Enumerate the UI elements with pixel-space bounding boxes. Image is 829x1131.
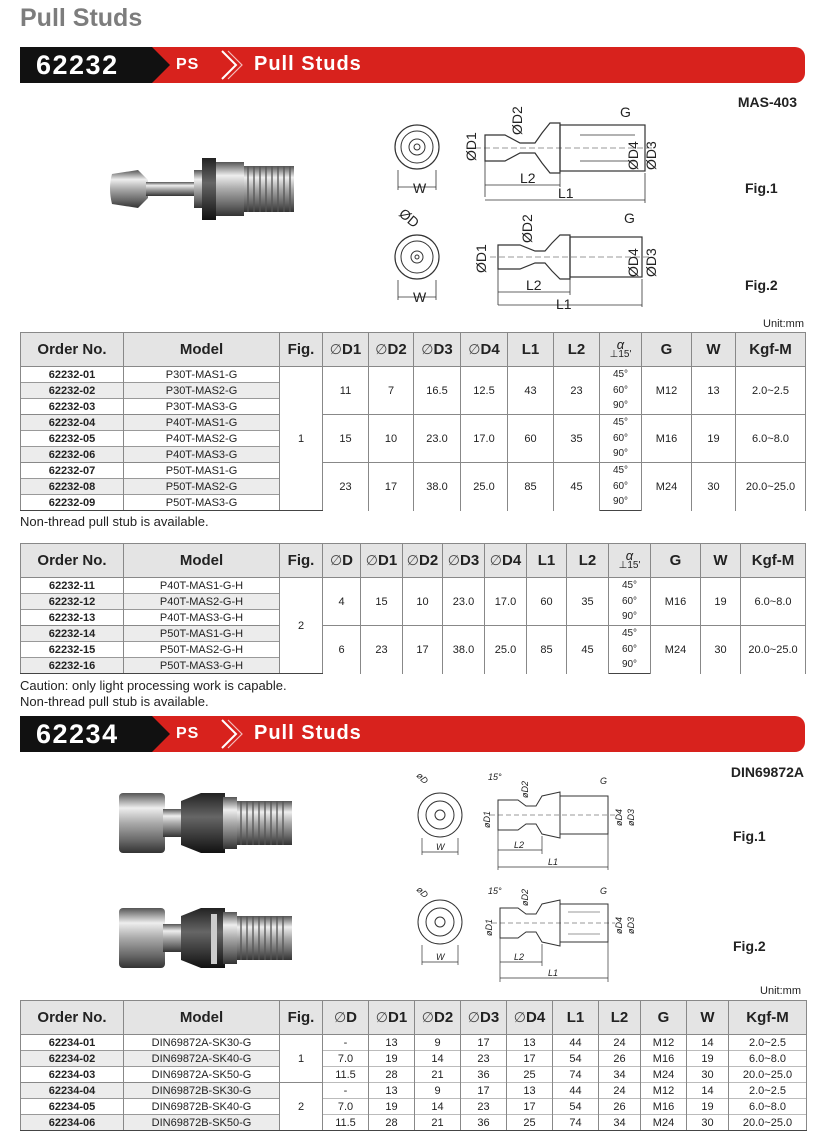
col-d2: ∅D2: [369, 333, 414, 367]
kgf-cell: 6.0~8.0: [741, 578, 806, 626]
l2-cell: 23: [554, 367, 600, 415]
model-cell: P40T-MAS3-G: [124, 447, 280, 463]
pull-stud-photo: [115, 900, 295, 975]
fig2-label: Fig.2: [733, 938, 766, 954]
d-cell: 11.5: [323, 1067, 369, 1083]
kgf-cell: 20.0~25.0: [736, 463, 806, 511]
l2-cell: 35: [554, 415, 600, 463]
d1-cell: 28: [369, 1115, 415, 1131]
col-d4: ∅D4: [485, 544, 527, 578]
col-d1: ∅D1: [369, 1001, 415, 1035]
standard-label: MAS-403: [737, 94, 797, 110]
kgf-cell: 20.0~25.0: [729, 1115, 807, 1131]
l2-cell: 45: [554, 463, 600, 511]
model-cell: P30T-MAS3-G: [124, 399, 280, 415]
svg-text:øD2: øD2: [520, 780, 530, 798]
col-l2: L2: [599, 1001, 641, 1035]
note: Non-thread pull stub is available.: [20, 514, 209, 529]
model-cell: DIN69872B-SK30-G: [124, 1083, 280, 1099]
table-row: [21, 1083, 807, 1099]
d2-cell: 9: [415, 1035, 461, 1051]
d4-cell: 12.5: [461, 367, 508, 415]
model-cell: P40T-MAS1-G-H: [124, 578, 280, 594]
g-cell: M16: [651, 578, 701, 626]
model-cell: P50T-MAS1-G-H: [124, 626, 280, 642]
l1-cell: 85: [508, 463, 554, 511]
g-cell: M12: [641, 1083, 687, 1099]
w-cell: 30: [692, 463, 736, 511]
technical-drawing: [400, 770, 645, 985]
kgf-cell: 20.0~25.0: [741, 626, 806, 674]
l2-cell: 35: [567, 578, 609, 626]
w-cell: 14: [687, 1035, 729, 1051]
col-kgf: Kgf-M: [729, 1001, 807, 1035]
l1-cell: 44: [553, 1035, 599, 1051]
col-model: Model: [124, 544, 280, 578]
col-l1: L1: [527, 544, 567, 578]
col-d: ∅D: [323, 1001, 369, 1035]
g-cell: M24: [651, 626, 701, 674]
model-cell: P40T-MAS2-G-H: [124, 594, 280, 610]
col-w: W: [687, 1001, 729, 1035]
d-cell: -: [323, 1035, 369, 1051]
order-no-cell: 62232-14: [21, 626, 124, 642]
spec-table-1: [20, 332, 806, 511]
d3-cell: 17: [461, 1035, 507, 1051]
d4-cell: 25.0: [485, 626, 527, 674]
pull-stud-photo: [115, 785, 295, 860]
angle-cell: 45°: [600, 463, 642, 479]
fig-cell: 1: [280, 367, 323, 511]
note: Non-thread pull stub is available.: [20, 694, 209, 709]
model-cell: P40T-MAS3-G-H: [124, 610, 280, 626]
l2-cell: 24: [599, 1035, 641, 1051]
spec-table-3: [20, 1000, 807, 1131]
model-cell: P30T-MAS2-G: [124, 383, 280, 399]
chevron-right-icon: [218, 718, 244, 750]
d3-cell: 36: [461, 1067, 507, 1083]
svg-text:øD4: øD4: [614, 808, 624, 826]
d3-cell: 23.0: [414, 415, 461, 463]
d2-cell: 9: [415, 1083, 461, 1099]
col-fig: Fig.: [280, 1001, 323, 1035]
col-d2: ∅D2: [403, 544, 443, 578]
w-cell: 30: [701, 626, 741, 674]
d2-cell: 10: [403, 578, 443, 626]
unit-label: Unit:mm: [763, 318, 804, 330]
d1-cell: 23: [361, 626, 403, 674]
l1-cell: 85: [527, 626, 567, 674]
l1-cell: 74: [553, 1067, 599, 1083]
col-d1: ∅D1: [323, 333, 369, 367]
svg-text:ØD2: ØD2: [509, 106, 525, 135]
svg-text:W: W: [436, 842, 445, 852]
section-name: Pull Studs: [254, 53, 362, 75]
w-cell: 14: [687, 1083, 729, 1099]
section-banner-62232: [20, 47, 805, 83]
d-cell: 7.0: [323, 1099, 369, 1115]
col-l1: L1: [553, 1001, 599, 1035]
d1-cell: 13: [369, 1083, 415, 1099]
d3-cell: 23.0: [443, 578, 485, 626]
w-cell: 19: [692, 415, 736, 463]
kgf-cell: 2.0~2.5: [729, 1035, 807, 1051]
col-l2: L2: [554, 333, 600, 367]
d3-cell: 16.5: [414, 367, 461, 415]
col-d3: ∅D3: [443, 544, 485, 578]
w-cell: 19: [687, 1099, 729, 1115]
angle-cell: 60°: [600, 383, 642, 399]
product-code: 62232: [36, 50, 119, 80]
d2-cell: 21: [415, 1115, 461, 1131]
l1-cell: 60: [508, 415, 554, 463]
order-no-cell: 62232-11: [21, 578, 124, 594]
page-title: Pull Studs: [20, 4, 143, 32]
order-no-cell: 62232-09: [21, 495, 124, 511]
fig2-label: Fig.2: [745, 277, 778, 293]
d2-cell: 14: [415, 1051, 461, 1067]
svg-text:ØD3: ØD3: [643, 141, 659, 170]
svg-text:øD4: øD4: [614, 916, 624, 934]
order-no-cell: 62234-03: [21, 1067, 124, 1083]
model-cell: DIN69872A-SK30-G: [124, 1035, 280, 1051]
d2-cell: 10: [369, 415, 414, 463]
col-d3: ∅D3: [461, 1001, 507, 1035]
svg-text:L1: L1: [548, 857, 559, 867]
order-no-cell: 62232-03: [21, 399, 124, 415]
unit-label: Unit:mm: [760, 985, 801, 997]
d1-cell: 19: [369, 1099, 415, 1115]
angle-cell: 45°: [600, 367, 642, 383]
col-l2: L2: [567, 544, 609, 578]
l2-cell: 24: [599, 1083, 641, 1099]
angle-cell: 45°: [609, 626, 651, 642]
order-no-cell: 62232-08: [21, 479, 124, 495]
kgf-cell: 6.0~8.0: [729, 1051, 807, 1067]
order-no-cell: 62234-02: [21, 1051, 124, 1067]
col-fig: Fig.: [280, 544, 323, 578]
w-cell: 19: [687, 1051, 729, 1067]
model-cell: P50T-MAS1-G: [124, 463, 280, 479]
col-kgf: Kgf-M: [736, 333, 806, 367]
col-alpha: α ⊥15': [609, 544, 651, 578]
model-cell: P40T-MAS1-G: [124, 415, 280, 431]
table-row: [21, 463, 806, 479]
svg-text:ØD4: ØD4: [625, 141, 641, 170]
d1-cell: 15: [361, 578, 403, 626]
d-cell: 11.5: [323, 1115, 369, 1131]
model-cell: P50T-MAS3-G: [124, 495, 280, 511]
table-row: [21, 578, 806, 594]
svg-text:15°: 15°: [488, 886, 502, 896]
svg-text:ØD4: ØD4: [625, 248, 641, 277]
table-row: [21, 1099, 807, 1115]
w-cell: 30: [687, 1115, 729, 1131]
d4-cell: 25: [507, 1067, 553, 1083]
col-order: Order No.: [21, 544, 124, 578]
g-cell: M16: [642, 415, 692, 463]
g-cell: M24: [641, 1115, 687, 1131]
order-no-cell: 62234-05: [21, 1099, 124, 1115]
svg-text:W: W: [413, 289, 427, 305]
order-no-cell: 62234-06: [21, 1115, 124, 1131]
angle-cell: 90°: [600, 399, 642, 415]
svg-text:ØD3: ØD3: [643, 248, 659, 277]
d3-cell: 17: [461, 1083, 507, 1099]
d2-cell: 17: [369, 463, 414, 511]
kgf-cell: 2.0~2.5: [729, 1083, 807, 1099]
svg-text:G: G: [600, 776, 608, 786]
d4-cell: 25.0: [461, 463, 508, 511]
l1-cell: 54: [553, 1099, 599, 1115]
angle-cell: 60°: [600, 431, 642, 447]
fig-cell: 2: [280, 578, 323, 674]
l1-cell: 74: [553, 1115, 599, 1131]
kgf-cell: 6.0~8.0: [736, 415, 806, 463]
order-no-cell: 62232-07: [21, 463, 124, 479]
order-no-cell: 62232-15: [21, 642, 124, 658]
g-cell: M24: [641, 1067, 687, 1083]
w-cell: 13: [692, 367, 736, 415]
order-no-cell: 62232-02: [21, 383, 124, 399]
d2-cell: 7: [369, 367, 414, 415]
model-cell: DIN69872A-SK50-G: [124, 1067, 280, 1083]
svg-text:W: W: [436, 952, 445, 962]
col-d2: ∅D2: [415, 1001, 461, 1035]
table-row: [21, 1035, 807, 1051]
col-alpha: α ⊥15': [600, 333, 642, 367]
d4-cell: 13: [507, 1035, 553, 1051]
g-cell: M12: [642, 367, 692, 415]
col-l1: L1: [508, 333, 554, 367]
col-d1: ∅D1: [361, 544, 403, 578]
svg-text:øD1: øD1: [484, 918, 494, 936]
l2-cell: 34: [599, 1115, 641, 1131]
model-cell: DIN69872A-SK40-G: [124, 1051, 280, 1067]
l1-cell: 44: [553, 1083, 599, 1099]
angle-cell: 90°: [600, 447, 642, 463]
col-order: Order No.: [21, 1001, 124, 1035]
angle-cell: 45°: [600, 415, 642, 431]
caution-note: Caution: only light processing work is capable.: [20, 678, 287, 693]
section-name: Pull Studs: [254, 722, 362, 744]
l2-cell: 26: [599, 1051, 641, 1067]
technical-drawing: [380, 95, 680, 310]
w-label: W: [413, 180, 427, 196]
d4-cell: 25: [507, 1115, 553, 1131]
fig-cell: 1: [280, 1035, 323, 1083]
section-banner-62234: [20, 716, 805, 752]
svg-text:ØD1: ØD1: [473, 244, 489, 273]
d-cell: -: [323, 1083, 369, 1099]
model-cell: DIN69872B-SK40-G: [124, 1099, 280, 1115]
w-cell: 30: [687, 1067, 729, 1083]
model-cell: P50T-MAS2-G-H: [124, 642, 280, 658]
d1-cell: 11: [323, 367, 369, 415]
order-no-cell: 62232-01: [21, 367, 124, 383]
svg-text:L1: L1: [556, 296, 572, 310]
svg-text:L2: L2: [526, 277, 542, 293]
col-d4: ∅D4: [461, 333, 508, 367]
angle-cell: 90°: [609, 658, 651, 674]
l2-cell: 45: [567, 626, 609, 674]
svg-text:øD2: øD2: [520, 888, 530, 906]
svg-text:øD: øD: [414, 770, 431, 786]
d4-cell: 13: [507, 1083, 553, 1099]
product-prefix: PS: [176, 725, 200, 742]
spec-table-2: [20, 543, 806, 674]
kgf-cell: 6.0~8.0: [729, 1099, 807, 1115]
l1-cell: 54: [553, 1051, 599, 1067]
model-cell: P50T-MAS2-G: [124, 479, 280, 495]
angle-cell: 60°: [609, 642, 651, 658]
order-no-cell: 62232-13: [21, 610, 124, 626]
svg-text:G: G: [600, 886, 608, 896]
d1-cell: 15: [323, 415, 369, 463]
l2-cell: 34: [599, 1067, 641, 1083]
order-no-cell: 62234-04: [21, 1083, 124, 1099]
d1-cell: 23: [323, 463, 369, 511]
col-fig: Fig.: [280, 333, 323, 367]
fig-cell: 2: [280, 1083, 323, 1131]
d1-cell: 19: [369, 1051, 415, 1067]
svg-text:øD: øD: [414, 884, 431, 900]
col-g: G: [642, 333, 692, 367]
svg-text:L1: L1: [558, 185, 574, 201]
col-w: W: [701, 544, 741, 578]
d1-cell: 13: [369, 1035, 415, 1051]
model-cell: DIN69872B-SK50-G: [124, 1115, 280, 1131]
d4-cell: 17.0: [461, 415, 508, 463]
col-order: Order No.: [21, 333, 124, 367]
svg-text:øD3: øD3: [626, 916, 636, 934]
d-cell: 4: [323, 578, 361, 626]
fig1-label: Fig.1: [745, 180, 778, 196]
d4-cell: 17: [507, 1051, 553, 1067]
col-kgf: Kgf-M: [741, 544, 806, 578]
table-row: [21, 1067, 807, 1083]
order-no-cell: 62232-12: [21, 594, 124, 610]
product-code: 62234: [36, 719, 119, 749]
order-no-cell: 62232-05: [21, 431, 124, 447]
angle-cell: 90°: [609, 610, 651, 626]
table-row: [21, 1115, 807, 1131]
svg-text:ØD: ØD: [396, 205, 423, 231]
col-model: Model: [124, 333, 280, 367]
kgf-cell: 2.0~2.5: [736, 367, 806, 415]
d2-cell: 21: [415, 1067, 461, 1083]
svg-text:ØD1: ØD1: [463, 132, 479, 161]
svg-text:øD3: øD3: [626, 808, 636, 826]
svg-text:øD1: øD1: [482, 810, 492, 828]
angle-cell: 90°: [600, 495, 642, 511]
standard-label: DIN69872A: [730, 764, 804, 780]
svg-text:ØD2: ØD2: [519, 214, 535, 243]
col-d4: ∅D4: [507, 1001, 553, 1035]
table-row: [21, 415, 806, 431]
table-row: [21, 367, 806, 383]
model-cell: P40T-MAS2-G: [124, 431, 280, 447]
angle-cell: 60°: [609, 594, 651, 610]
col-w: W: [692, 333, 736, 367]
col-g: G: [651, 544, 701, 578]
order-no-cell: 62234-01: [21, 1035, 124, 1051]
svg-text:G: G: [624, 210, 635, 226]
table-row: [21, 1051, 807, 1067]
d3-cell: 23: [461, 1099, 507, 1115]
g-cell: M12: [641, 1035, 687, 1051]
d4-cell: 17.0: [485, 578, 527, 626]
l2-cell: 26: [599, 1099, 641, 1115]
d3-cell: 23: [461, 1051, 507, 1067]
l1-cell: 60: [527, 578, 567, 626]
order-no-cell: 62232-06: [21, 447, 124, 463]
col-d3: ∅D3: [414, 333, 461, 367]
col-d: ∅D: [323, 544, 361, 578]
svg-text:L2: L2: [514, 840, 525, 850]
svg-text:L2: L2: [514, 952, 525, 962]
svg-text:L2: L2: [520, 170, 536, 186]
d3-cell: 36: [461, 1115, 507, 1131]
d-cell: 7.0: [323, 1051, 369, 1067]
product-prefix: PS: [176, 56, 200, 73]
svg-text:15°: 15°: [488, 772, 502, 782]
kgf-cell: 20.0~25.0: [729, 1067, 807, 1083]
table-row: [21, 626, 806, 642]
model-cell: P50T-MAS3-G-H: [124, 658, 280, 674]
d2-cell: 14: [415, 1099, 461, 1115]
svg-text:L1: L1: [548, 968, 559, 978]
g-cell: M16: [641, 1051, 687, 1067]
d-cell: 6: [323, 626, 361, 674]
l1-cell: 43: [508, 367, 554, 415]
d3-cell: 38.0: [443, 626, 485, 674]
angle-cell: 45°: [609, 578, 651, 594]
model-cell: P30T-MAS1-G: [124, 367, 280, 383]
d1-cell: 28: [369, 1067, 415, 1083]
angle-cell: 60°: [600, 479, 642, 495]
d3-cell: 38.0: [414, 463, 461, 511]
d2-cell: 17: [403, 626, 443, 674]
chevron-right-icon: [218, 49, 244, 81]
g-cell: M24: [642, 463, 692, 511]
pull-stud-photo: [108, 148, 298, 230]
order-no-cell: 62232-16: [21, 658, 124, 674]
svg-text:G: G: [620, 104, 631, 120]
col-model: Model: [124, 1001, 280, 1035]
col-g: G: [641, 1001, 687, 1035]
d4-cell: 17: [507, 1099, 553, 1115]
w-cell: 19: [701, 578, 741, 626]
fig1-label: Fig.1: [733, 828, 766, 844]
order-no-cell: 62232-04: [21, 415, 124, 431]
g-cell: M16: [641, 1099, 687, 1115]
